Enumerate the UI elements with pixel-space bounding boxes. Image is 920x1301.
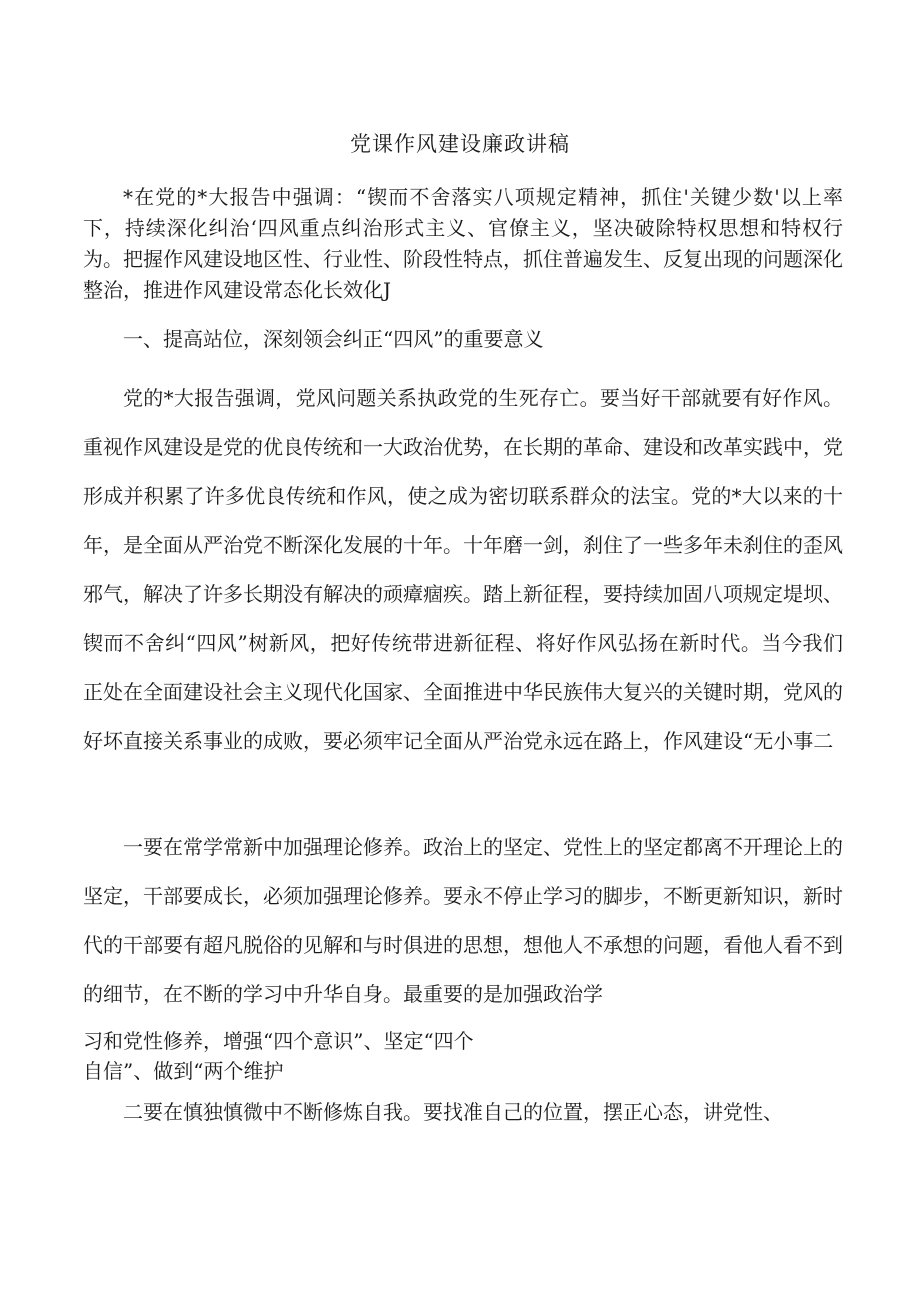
paragraph-2-line-b: 自信”、做到“两个维护 (83, 1059, 284, 1083)
paragraph-3: 二要在慎独慎微中不断修炼自我。要找准自己的位置，摆正心态，讲党性、 (123, 1100, 783, 1124)
paragraph-2-tail (83, 1020, 843, 1092)
section-2-body (83, 823, 843, 1019)
paragraph-1: 党的*大报告强调，党风问题关系执政党的生死存亡。要当好干部就要有好作风。重视作风建设是党的优良传统和一大政治优势，在长期的革命、建设和改革实践中，党形成并积累了许多优良传统和作风，使之成为密切联系群众的法宝。党的*大以来的十年，是全面从严治党不断深化发展的十年。十年磨一剑，刹住了一些多年未刹住的歪风邪气，解决了许多长期没有解决的顽瘴痼疾。踏上新征程，要持续加固八项规定堤坝、锲而不舍纠“四风”树新风，把好传统带进新征程、将好作风弘扬在新时代。当今我们正处在全面建设社会主义现代化国家、全面推进中华民族伟大复兴的关键时期，党风的好坏直接关系事业的成败，要必须牢记全面从严治党永远在路上，作风建设“无小事二 (83, 386, 843, 753)
section-1-body (83, 374, 843, 766)
paragraph-2-line-a: 习和党性修养，增强“四个意识”、坚定“四个 (83, 1029, 474, 1053)
document-title: 党课作风建设廉政讲稿 (350, 132, 570, 156)
intro-block (83, 182, 843, 306)
paragraph-2: 一要在常学常新中加强理论修养。政治上的坚定、党性上的坚定都离不开理论上的坚定，干部要成长，必须加强理论修养。要永不停止学习的脚步，不断更新知识，新时代的干部要有超凡脱俗的见解和与时俱进的思想，想他人不承想的问题，看他人看不到的细节，在不断的学习中升华自身。最重要的是加强政治学 (83, 835, 843, 1006)
section-heading-1: 一、提高站位，深刻领会纠正“四风”的重要意义 (123, 327, 544, 351)
intro-paragraph: *在党的*大报告中强调：“锲而不舍落实八项规定精神，抓住'关键少数'以上率下，持续深化纠治‘四风重点纠治形式主义、官僚主义，坚决破除特权思想和特权行为。把握作风建设地区性、行业性、阶段性特点，抓住普遍发生、反复出现的问题深化整治，推进作风建设常态化长效化J (83, 185, 843, 302)
